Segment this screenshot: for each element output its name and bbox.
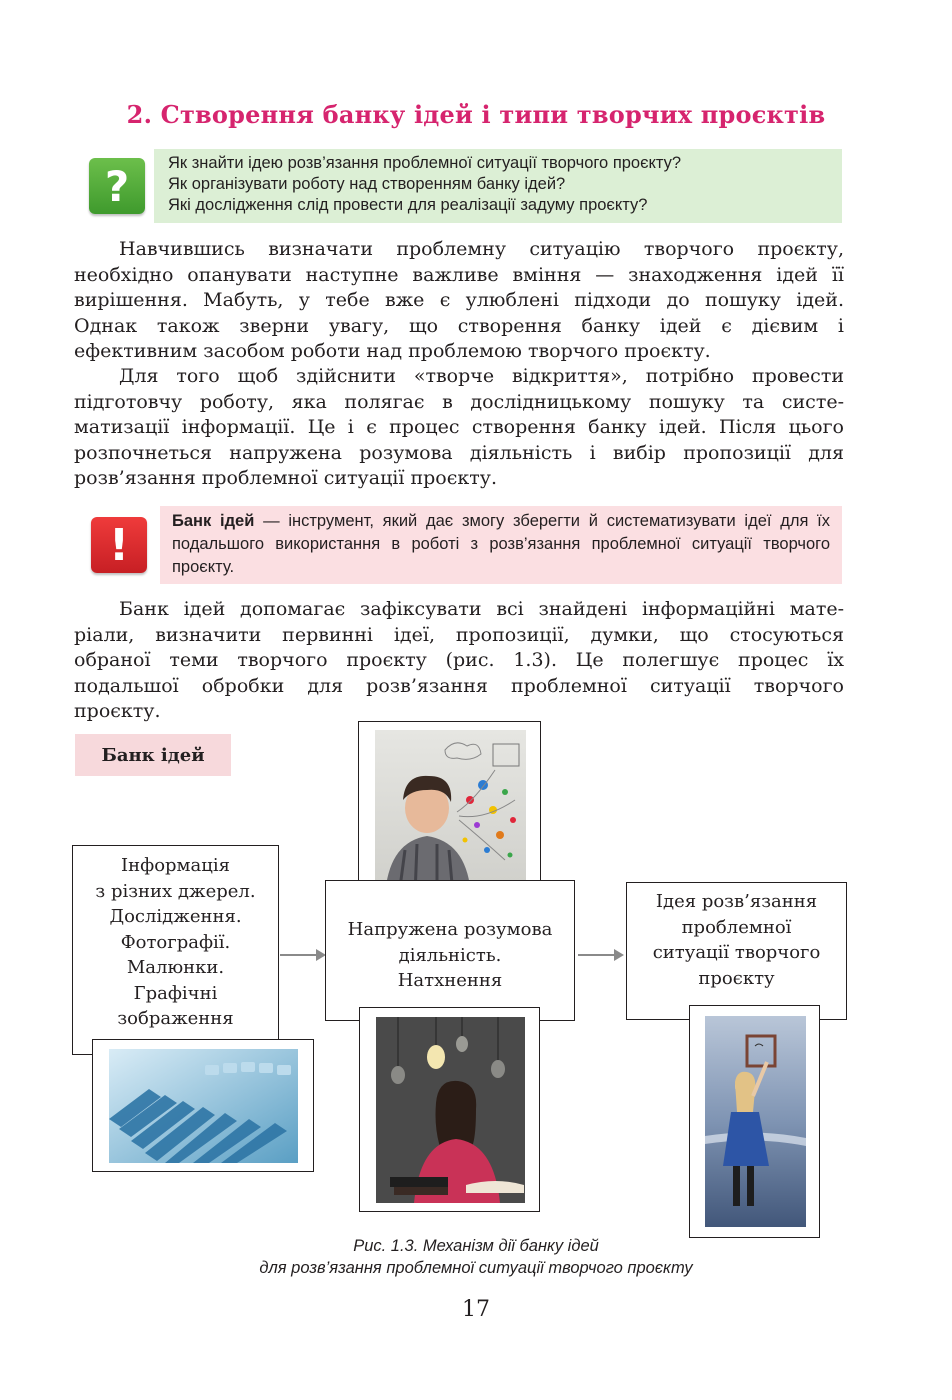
photo-frame-lightbulbs — [359, 1007, 540, 1212]
mental-activity-box — [325, 880, 575, 1021]
info-sources-line: Інформація — [121, 855, 230, 876]
info-sources-line: Дослідження. — [109, 906, 242, 927]
mental-activity-line: Напружена розумова — [347, 919, 553, 941]
definition-box — [160, 506, 842, 584]
solution-idea-line: проєкту — [698, 967, 775, 989]
solution-idea-box — [626, 882, 847, 1020]
paragraph-1-line: необхідно опанувати наступне важливе вміння — знаходження ідей її — [74, 263, 844, 286]
paragraph-1-line: Навчившись визначати проблемну ситуацію творчого проєкту, — [119, 238, 844, 260]
paragraph-1-line: вирішення. Мабуть, у тебе вже є улюблені підходи до пошуку ідей. — [74, 289, 844, 311]
definition-term: Банк ідей — [172, 512, 255, 530]
paragraph-3-line: подальшої обробки для розв’язання проблемної ситуації творчого — [74, 674, 844, 697]
arrow-right-icon — [280, 954, 318, 956]
section-title: 2. Створення банку ідей і типи творчих проєктів — [126, 100, 826, 129]
info-sources-line: Графічні — [133, 982, 218, 1004]
questions-box — [154, 149, 842, 223]
info-sources-line: зображення — [117, 1008, 234, 1029]
paragraph-2-line: матизації інформації. Це і є процес створення банку ідей. Після цього — [74, 416, 844, 438]
paragraph-2-line: розв’язання проблемної ситуації проєкту. — [74, 467, 497, 489]
paragraph-1-line: Однак також зверни увагу, що створення банку ідей є дієвим і — [74, 314, 844, 337]
solution-idea-line: проблемної — [681, 916, 792, 938]
paragraph-2-line: підготовчу роботу, яка полягає в дослідницькому пошуку та систе- — [74, 390, 844, 413]
figure-caption-line-1: Рис. 1.3. Механізм дії банку ідей — [353, 1237, 599, 1255]
solution-idea-line: ситуації творчого — [652, 942, 821, 963]
mental-activity-line: діяльність. — [398, 944, 502, 966]
paragraph-1 — [74, 237, 844, 365]
mental-activity-line: Натхнення — [397, 970, 503, 992]
paragraph-3-line: проєкту. — [74, 700, 161, 722]
index-cards-image — [109, 1049, 298, 1163]
paragraph-3-line: ріали, визначити первинні ідеї, пропозиції, думки, що стосуються — [74, 623, 844, 646]
diagram-label: Банк ідей — [75, 734, 231, 776]
paragraph-3-line: Банк ідей допомагає зафіксувати всі знайдені інформаційні мате- — [119, 598, 844, 620]
definition-text: — інструмент, який дає змогу зберегти й систематизувати ідеї для їх подальшого використання в роботі з розв’язання проблемної ситуації творчого проєкту. — [172, 512, 830, 576]
thinking-boy-image — [375, 730, 526, 895]
info-sources-line: з різних джерел. — [95, 880, 256, 902]
girl-lightbulbs-image — [376, 1017, 525, 1203]
paragraph-1-line: ефективним засобом роботи над проблемою творчого проєкту. — [74, 340, 711, 362]
paragraph-2 — [74, 364, 844, 492]
question-1: Як знайти ідею розв’язання проблемної ситуації творчого проєкту? — [168, 154, 682, 172]
photo-frame-sea — [689, 1005, 820, 1238]
paragraph-2-line: Для того щоб здійснити «творче відкриття», потрібно провести — [119, 365, 844, 387]
photo-frame-cards — [92, 1039, 314, 1172]
question-mark-icon: ? — [89, 158, 145, 214]
solution-idea-line: Ідея розв’язання — [655, 891, 818, 912]
paragraph-3-line: обраної теми творчого проєкту (рис. 1.3). Це полегшує процес їх — [74, 649, 844, 671]
figure-caption-line-2: для розв’язання проблемної ситуації творчого проєкту — [259, 1259, 693, 1277]
page-number: 17 — [462, 1297, 490, 1322]
info-sources-box — [72, 845, 279, 1055]
girl-frame-image — [705, 1016, 806, 1227]
paragraph-2-line: розпочнеться напружена розумова діяльність і вибір пропозиції для — [74, 441, 844, 464]
paragraph-3 — [74, 597, 844, 725]
question-3: Які дослідження слід провести для реалізації задуму проєкту? — [168, 196, 648, 214]
info-sources-line: Малюнки. — [126, 957, 225, 978]
arrow-right-icon — [578, 954, 616, 956]
question-2: Як організувати роботу над створенням банку ідей? — [168, 175, 566, 193]
info-sources-line: Фотографії. — [120, 931, 231, 953]
exclamation-icon: ! — [91, 517, 147, 573]
